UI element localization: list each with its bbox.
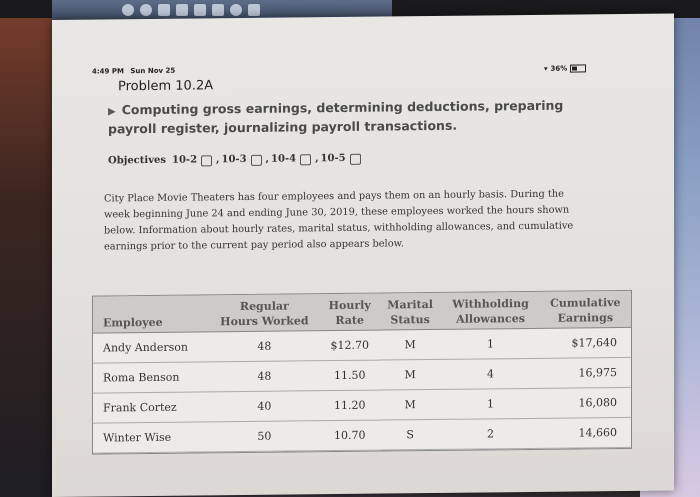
tray-icon [176,4,188,16]
cell-earnings: 16,975 [540,357,631,388]
link-icon[interactable] [201,155,212,166]
objective-link[interactable]: 10-2 [172,154,198,166]
cell-earnings: 14,660 [540,417,631,448]
cell-employee: Roma Benson [93,362,208,393]
cell-earnings: $17,640 [540,327,631,358]
link-icon[interactable] [251,155,262,166]
cell-hours: 50 [208,421,320,452]
problem-title: Problem 10.2A [118,78,214,95]
objective-link[interactable]: 10-3 [221,153,247,166]
objective-link[interactable]: 10-5 [320,152,346,165]
table-row [93,417,631,453]
cell-rate: 10.70 [321,420,379,451]
cell-employee: Andy Anderson [93,332,208,363]
cell-hours: 40 [208,391,320,422]
status-indicators: ▾ 36% [544,64,586,72]
tray-icon [212,4,224,16]
header-withholding: Withholding Allowances [441,292,539,330]
cell-employee: Winter Wise [93,422,208,453]
cell-hours: 48 [208,361,320,392]
problem-description: City Place Movie Theaters has four employees and pays them on an hourly basis. During the week beginning June 24 and ending June 30, 2019, these employees worked the hours shown below. Information about hourly rates, marital status, withholding allowances, and cumulative earnings prior to the current pay period also appears below. [104,188,574,253]
problem-subtitle: ▶ Computing gross earnings, determining deductions, preparing payroll register, journalizing payroll transactions. [108,97,564,137]
objective-link[interactable]: 10-4 [271,153,297,165]
header-employee: Employee [93,295,208,333]
textbook-page [52,13,674,497]
header-cumulative: Cumulative Earnings [540,291,631,328]
battery-icon [570,64,586,72]
cell-allowances: 2 [441,418,539,449]
table-header-row [93,291,631,333]
tray-icon [248,4,260,16]
cell-rate: 11.50 [321,360,379,391]
tray-icon [122,4,134,16]
objectives-line: Objectives 10-2 , 10-3 , 10-4 , 10-5 [108,153,363,167]
payroll-table [92,290,632,455]
link-icon[interactable] [350,154,361,165]
cell-earnings: 16,080 [540,387,631,418]
cell-allowances: 1 [441,328,539,359]
header-hourly-rate: Hourly Rate [321,294,379,331]
tray-icon [230,4,242,16]
cell-allowances: 1 [441,388,539,419]
cell-rate: 11.20 [321,390,379,421]
cell-status: M [379,329,441,360]
arrow-icon: ▶ [108,106,116,118]
cell-status: S [379,419,441,450]
cell-status: M [379,359,441,390]
link-icon[interactable] [300,154,311,165]
status-time: 4:49 PM Sun Nov 25 [92,66,176,76]
tray-icon [140,4,152,16]
tray-icon [158,4,170,16]
cell-employee: Frank Cortez [93,392,208,423]
wifi-icon: ▾ [544,64,548,73]
cell-hours: 48 [208,331,320,362]
cell-rate: $12.70 [321,330,379,361]
header-marital-status: Marital Status [379,293,441,330]
cell-status: M [379,389,441,420]
cell-allowances: 4 [441,358,539,389]
tray-icon [194,4,206,16]
header-regular-hours: Regular Hours Worked [208,294,320,332]
